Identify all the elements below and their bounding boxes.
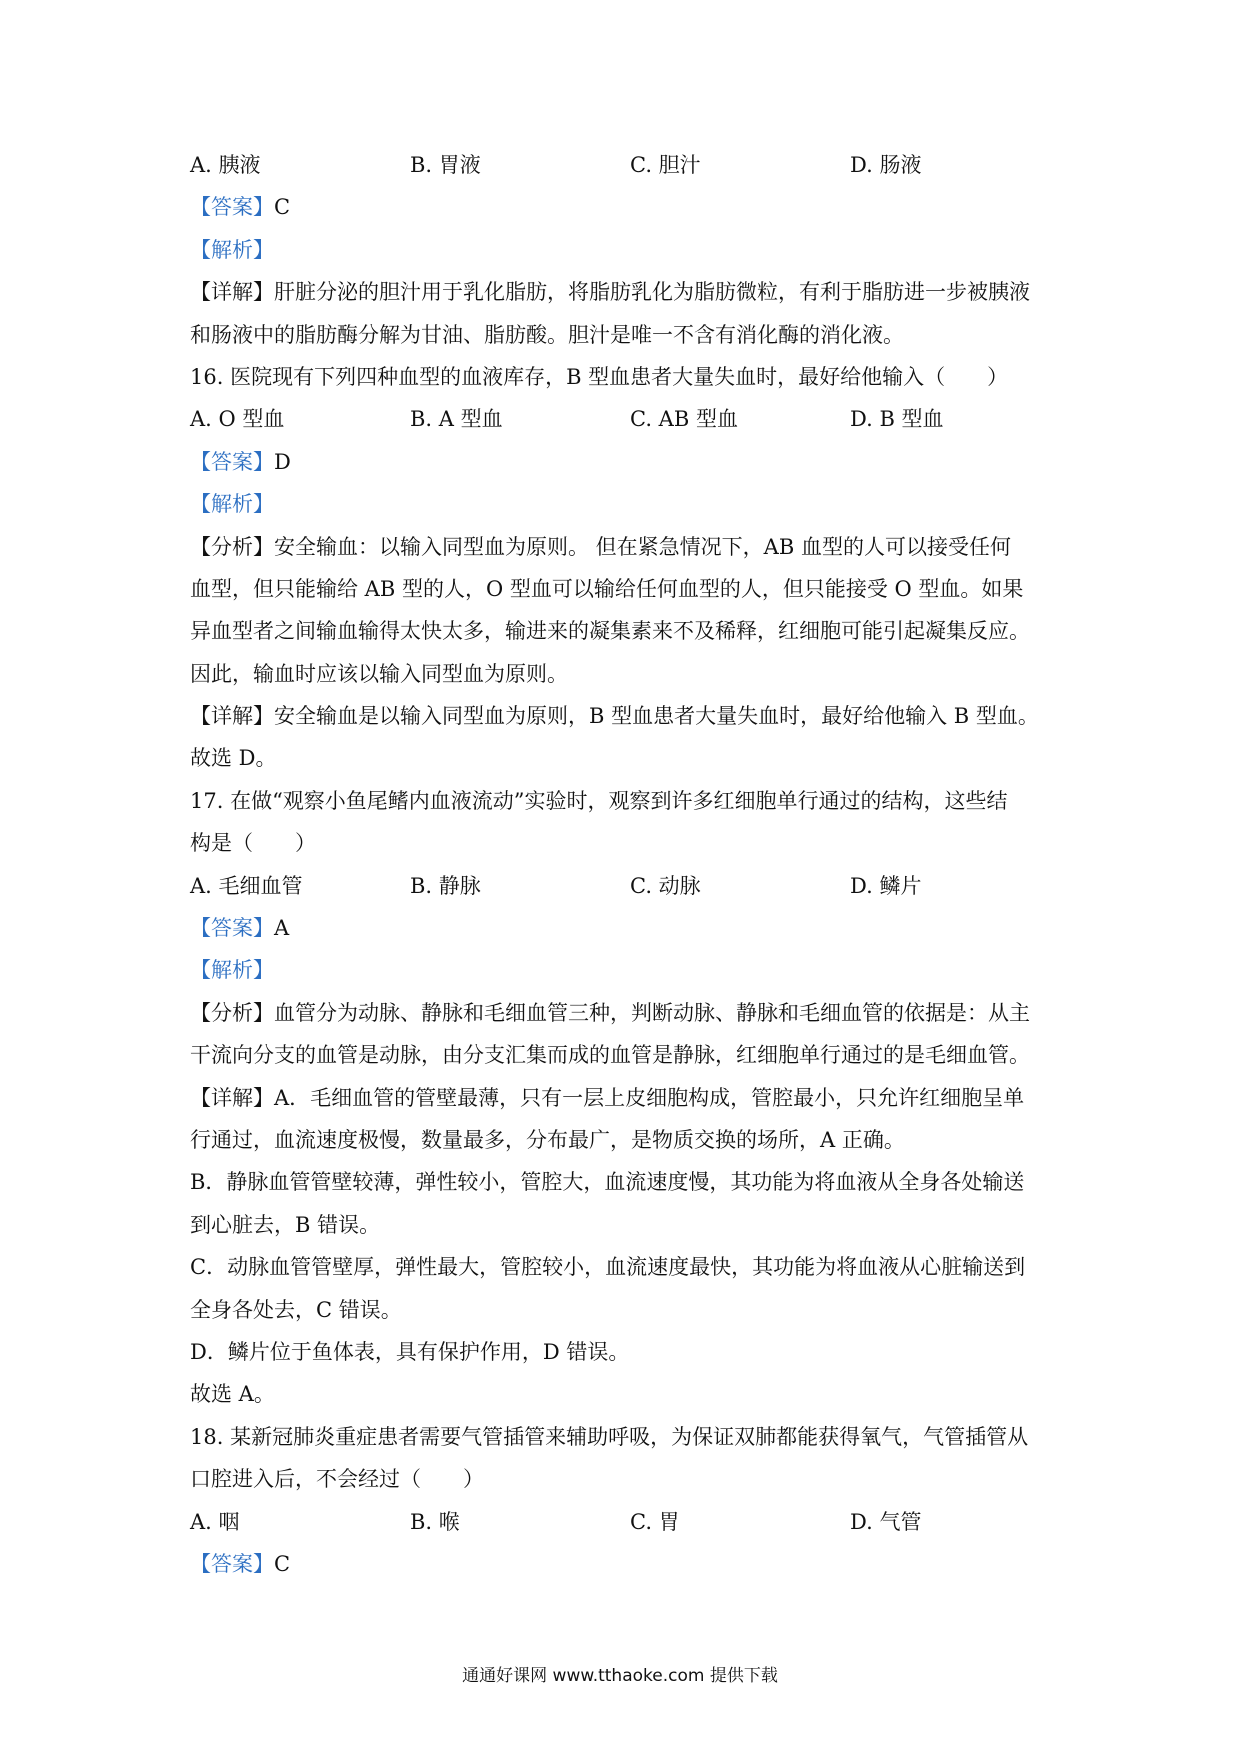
q16-option-a: A. O 型血 (190, 407, 285, 432)
q15-option-d: D. 肠液 (850, 153, 922, 177)
q15-options (190, 144, 1070, 186)
q18-answer (190, 1543, 1070, 1585)
answer-tag: 【答案】 (190, 449, 274, 474)
answer-value: A (274, 916, 290, 941)
q17-option-d: D. 鳞片 (850, 873, 922, 898)
q17-detail-line: 全身各处去，C 错误。 (190, 1297, 402, 1322)
q17-question-line: 构是（ ） (190, 831, 316, 856)
q17-detail-line: C．动脉血管管壁厚，弹性最大，管腔较小，血流速度最快，其功能为将血液从心脏输送到 (190, 1255, 1026, 1280)
q16-analysis-line: 异血型者之间输血输得太快太多，输进来的凝集素来不及稀释，红细胞可能引起凝集反应。 (190, 619, 1030, 644)
q17-analysis-line: 干流向分支的血管是动脉，由分支汇集而成的血管是静脉，红细胞单行通过的是毛细血管。 (190, 1043, 1030, 1068)
q17-option-c: C. 动脉 (630, 873, 701, 898)
q15-detail-line: 【详解】肝脏分泌的胆汁用于乳化脂肪，将脂肪乳化为脂肪微粒，有利于脂肪进一步被胰液 (190, 280, 1030, 305)
q18-question-line: 18. 某新冠肺炎重症患者需要气管插管来辅助呼吸，为保证双肺都能获得氧气，气管插管从 (190, 1424, 1029, 1449)
q16-option-c: C. AB 型血 (630, 407, 738, 432)
q16-analysis-line: 血型，但只能输给 AB 型的人，O 型血可以输给任何血型的人，但只能接受 O 型血。如果 (190, 576, 1024, 601)
q15-answer (190, 186, 1070, 228)
answer-value: C (274, 195, 291, 220)
q16-detail-line: 【详解】安全输血是以输入同型血为原则，B 型血患者大量失血时，最好给他输入 B 型血。 (190, 704, 1039, 729)
q17-analysis-line: 【分析】血管分为动脉、静脉和毛细血管三种，判断动脉、静脉和毛细血管的依据是：从主 (190, 1000, 1030, 1025)
q16-option-d: D. B 型血 (850, 407, 944, 432)
q15-option-a: A. 胰液 (190, 153, 261, 177)
q17-detail-line: 故选 A。 (190, 1382, 275, 1407)
q17-detail-line: 到心脏去，B 错误。 (190, 1212, 381, 1237)
answer-tag: 【答案】 (190, 916, 274, 941)
q17-options (190, 865, 1070, 907)
q18-option-a: A. 咽 (190, 1509, 240, 1534)
q17-analysis-tag: 【解析】 (190, 958, 274, 983)
q17-option-b: B. 静脉 (410, 873, 481, 898)
q17-answer (190, 907, 1070, 949)
q18-options (190, 1501, 1070, 1543)
q16-answer (190, 441, 1070, 483)
q16-detail-line: 故选 D。 (190, 746, 277, 771)
q15-option-c: C. 胆汁 (630, 153, 701, 177)
document-page (190, 144, 1070, 1585)
q18-option-d: D. 气管 (850, 1509, 922, 1534)
q17-detail-line: 【详解】A．毛细血管的管壁最薄，只有一层上皮细胞构成，管腔最小，只允许红细胞呈单 (190, 1085, 1025, 1110)
answer-value: D (274, 449, 291, 474)
q15-option-b: B. 胃液 (410, 153, 481, 177)
q17-question-line: 17. 在做“观察小鱼尾鳍内血液流动”实验时，观察到许多红细胞单行通过的结构，这些结 (190, 788, 1008, 813)
q16-question: 16. 医院现有下列四种血型的血液库存，B 型血患者大量失血时，最好给他输入（ ） (190, 364, 1009, 389)
q17-option-a: A. 毛细血管 (190, 873, 303, 898)
q17-detail-line: B．静脉血管管壁较薄，弹性较小，管腔大，血流速度慢，其功能为将血液从全身各处输送 (190, 1170, 1025, 1195)
q17-detail-line: 行通过，血流速度极慢，数量最多，分布最广，是物质交换的场所，A 正确。 (190, 1127, 905, 1152)
answer-tag: 【答案】 (190, 195, 274, 220)
q16-options (190, 398, 1070, 440)
q16-analysis-line: 因此，输血时应该以输入同型血为原则。 (190, 661, 568, 686)
answer-tag: 【答案】 (190, 1551, 274, 1576)
q16-option-b: B. A 型血 (410, 407, 503, 432)
q18-option-c: C. 胃 (630, 1509, 680, 1534)
q17-detail-line: D．鳞片位于鱼体表，具有保护作用，D 错误。 (190, 1339, 630, 1364)
q18-question-line: 口腔进入后，不会经过（ ） (190, 1467, 484, 1492)
q16-analysis-tag: 【解析】 (190, 492, 274, 517)
q15-analysis-tag: 【解析】 (190, 237, 274, 262)
q16-analysis-line: 【分析】安全输血：以输入同型血为原则。 但在紧急情况下，AB 血型的人可以接受任何 (190, 534, 1011, 559)
q18-option-b: B. 喉 (410, 1509, 460, 1534)
q15-detail-line: 和肠液中的脂肪酶分解为甘油、脂肪酸。胆汁是唯一不含有消化酶的消化液。 (190, 322, 904, 347)
answer-value: C (274, 1551, 291, 1576)
page-footer: 通通好课网 www.tthaoke.com 提供下载 (462, 1666, 778, 1686)
